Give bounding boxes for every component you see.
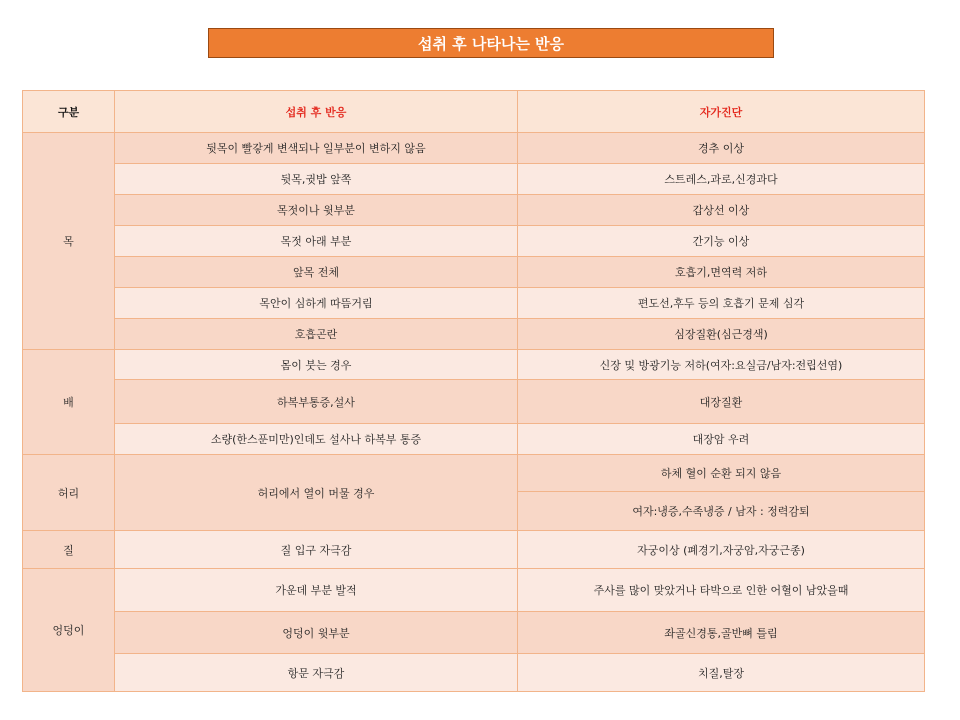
diagnosis-cell: 심장질환(심근경색) — [518, 319, 925, 350]
reaction-cell: 목젓이나 윗부분 — [115, 195, 518, 226]
table-header-row — [23, 91, 925, 133]
header-diagnosis: 자가진단 — [518, 91, 925, 133]
table-row — [23, 654, 925, 692]
diagnosis-cell: 좌골신경통,골반뼈 틀림 — [518, 612, 925, 654]
diagnosis-cell: 신장 및 방광기능 저하(여자:요실금/남자:전립선염) — [518, 350, 925, 380]
table-row — [23, 195, 925, 226]
table-row — [23, 424, 925, 455]
diagnosis-cell: 갑상선 이상 — [518, 195, 925, 226]
table-row — [23, 380, 925, 424]
reaction-cell: 뒷목이 빨갛게 변색되나 일부분이 변하지 않음 — [115, 133, 518, 164]
table-row — [23, 257, 925, 288]
header-category: 구분 — [23, 91, 115, 133]
reaction-cell: 소량(한스푼미만)인데도 설사나 하복부 통증 — [115, 424, 518, 455]
reaction-cell: 목안이 심하게 따뜸거림 — [115, 288, 518, 319]
category-neck: 목 — [23, 133, 115, 350]
diagnosis-cell: 스트레스,과로,신경과다 — [518, 164, 925, 195]
diagnosis-cell: 자궁이상 (폐경기,자궁암,자궁근종) — [518, 531, 925, 569]
table-row — [23, 569, 925, 612]
category-vagina: 질 — [23, 531, 115, 569]
reaction-cell: 앞목 전체 — [115, 257, 518, 288]
diagnosis-cell: 호흡기,면역력 저하 — [518, 257, 925, 288]
table-row — [23, 612, 925, 654]
reaction-table — [22, 90, 925, 692]
diagnosis-cell: 간기능 이상 — [518, 226, 925, 257]
diagnosis-cell: 여자:냉증,수족냉증 / 남자 : 정력감퇴 — [518, 492, 925, 531]
diagnosis-cell: 대장암 우려 — [518, 424, 925, 455]
table-row — [23, 531, 925, 569]
diagnosis-cell: 주사를 많이 맞았거나 타박으로 인한 어혈이 남았을때 — [518, 569, 925, 612]
reaction-cell: 하복부통증,설사 — [115, 380, 518, 424]
reaction-cell: 엉덩이 윗부분 — [115, 612, 518, 654]
diagnosis-cell: 대장질환 — [518, 380, 925, 424]
table-row — [23, 226, 925, 257]
diagnosis-cell: 치질,탈장 — [518, 654, 925, 692]
table-row — [23, 133, 925, 164]
table-row — [23, 164, 925, 195]
reaction-cell: 질 입구 자극감 — [115, 531, 518, 569]
reaction-cell: 뒷목,귓밥 앞쪽 — [115, 164, 518, 195]
page-title: 섭취 후 나타나는 반응 — [208, 28, 774, 58]
reaction-cell: 목젓 아래 부분 — [115, 226, 518, 257]
table-row — [23, 455, 925, 492]
diagnosis-cell: 편도선,후두 등의 호흡기 문제 심각 — [518, 288, 925, 319]
table-row — [23, 350, 925, 380]
category-waist: 허리 — [23, 455, 115, 531]
table-row — [23, 319, 925, 350]
category-buttocks: 엉덩이 — [23, 569, 115, 692]
reaction-cell: 항문 자극감 — [115, 654, 518, 692]
category-belly: 배 — [23, 350, 115, 455]
table-row — [23, 288, 925, 319]
reaction-cell: 허리에서 열이 머물 경우 — [115, 455, 518, 531]
header-reaction: 섭취 후 반응 — [115, 91, 518, 133]
diagnosis-cell: 경추 이상 — [518, 133, 925, 164]
reaction-cell: 몸이 붓는 경우 — [115, 350, 518, 380]
diagnosis-cell: 하체 혈이 순환 되지 않음 — [518, 455, 925, 492]
reaction-cell: 가운데 부분 발적 — [115, 569, 518, 612]
reaction-cell: 호흡곤란 — [115, 319, 518, 350]
